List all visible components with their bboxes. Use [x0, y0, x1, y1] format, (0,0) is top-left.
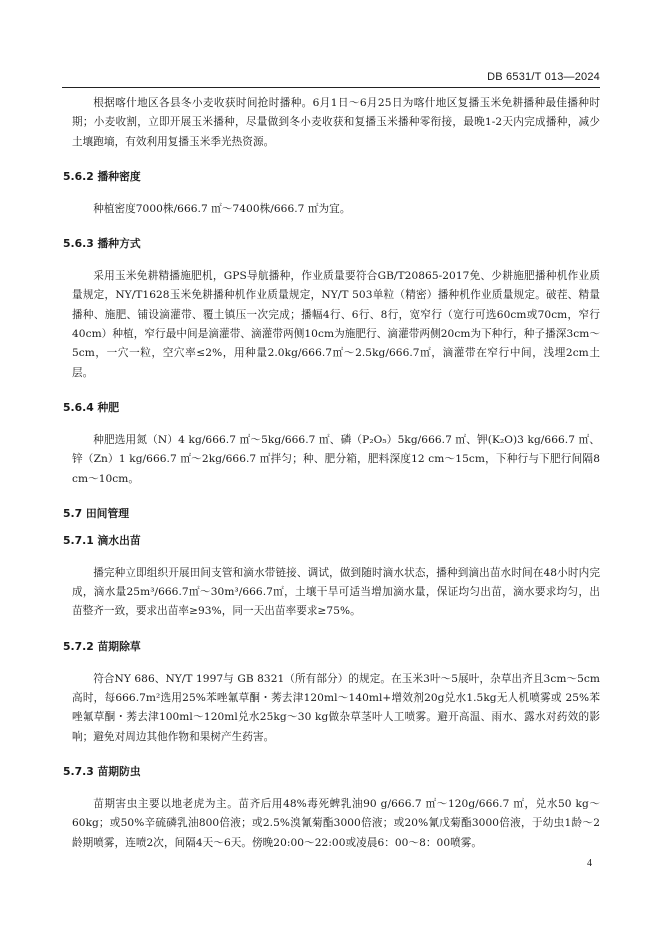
- document-code: DB 6531/T 013—2024: [487, 71, 600, 83]
- heading-5-7: 5.7 田间管理: [63, 506, 130, 520]
- fertilizer-paragraph: 种肥选用氮（N）4 kg/666.7 ㎡～5kg/666.7 ㎡、磷（P₂O₅）5kg/666.7 ㎡、钾(K₂O)3 kg/666.7 ㎡、锌（Zn）1 kg/666.7 ㎡～2kg/666.7 ㎡拌匀；种、肥分箱，肥料深度12 cm～15cm，下种行与下肥行间隔8 cm～10cm。: [72, 433, 600, 485]
- heading-5-6-4: 5.6.4 种肥: [63, 400, 120, 414]
- weeding-paragraph: 符合NY 686、NY/T 1997与 GB 8321（所有部分）的规定。在玉米3叶～5展叶，杂草出齐且3cm～5cm高时，每666.7m²选用25%苯唑氟草酮・莠去津120ml～140ml+增效剂20g兑水1.5kg无人机喷雾或 25%苯唑氟草酮・莠去津100ml～120ml兑水25kg～30 kg做杂草茎叶人工喷雾。避开高温、雨水、露水对药效的影响；避免对周边其他作物和果树产生药害。: [72, 672, 600, 743]
- page-number: 4: [587, 858, 592, 869]
- heading-5-7-3: 5.7.3 苗期防虫: [63, 764, 141, 778]
- intro-paragraph: 根据喀什地区各县冬小麦收获时间抢时播种。6月1日～6月25日为喀什地区复播玉米免耕播种最佳播种时期；小麦收割，立即开展玉米播种，尽量做到冬小麦收获和复播玉米播种零衔接，最晚1-2天内完成播种，减少土壤跑墒，有效利用复播玉米季光热资源。: [72, 97, 600, 148]
- heading-5-6-3: 5.6.3 播种方式: [63, 237, 141, 251]
- density-paragraph: 种植密度7000株/666.7 ㎡～7400株/666.7 ㎡为宜。: [93, 202, 351, 215]
- heading-5-7-1: 5.7.1 滴水出苗: [63, 533, 141, 547]
- pest-paragraph: 苗期害虫主要以地老虎为主。苗齐后用48%毒死蜱乳油90 g/666.7 ㎡～120g/666.7 ㎡，兑水50 kg～60kg；或50%辛硫磷乳油800倍液；或2.5%溴氰菊酯3000倍液；或20%氰戊菊酯3000倍液，于幼虫1龄～2龄期喷雾，连喷2次，间隔4天～6天。傍晚20:00～22:00或凌晨6：00～8：00喷雾。: [72, 797, 600, 849]
- heading-5-6-2: 5.6.2 播种密度: [63, 169, 141, 183]
- heading-5-7-2: 5.7.2 苗期除草: [63, 639, 141, 653]
- method-paragraph: 采用玉米免耕精播施肥机，GPS导航播种，作业质量要符合GB/T20865-2017免、少耕施肥播种机作业质量规定，NY/T1628玉米免耕播种机作业质量规定，NY/T 503单粒（精密）播种机作业质量规定。破茬、精量播种、施肥、铺设滴灌带、覆土镇压一次完成；播幅4行、6行、8行，宽窄行（宽行可选60cm或70cm，窄行40cm）种植，窄行最中间是滴灌带、滴灌带两侧10cm为施肥行、滴灌带两侧20cm为下种行，种子播深3cm～5cm，一穴一粒，空穴率≤2%，用种量2.0kg/666.7㎡～2.5kg/666.7㎡，滴灌带在窄行中间，浅埋2cm土层。: [72, 270, 600, 379]
- irrigation-paragraph: 播完种立即组织开展田间支管和滴水带链接、调试，做到随时滴水状态，播种到滴出苗水时间在48小时内完成，滴水量25m³/666.7㎡～30m³/666.7㎡，土壤干旱可适当增加滴水量，保证均匀出苗，滴水要求均匀，出苗整齐一致，要求出苗率≥93%，同一天出苗率要求≥75%。: [72, 566, 600, 618]
- header-rule: [62, 87, 600, 88]
- page-content: [63, 94, 600, 853]
